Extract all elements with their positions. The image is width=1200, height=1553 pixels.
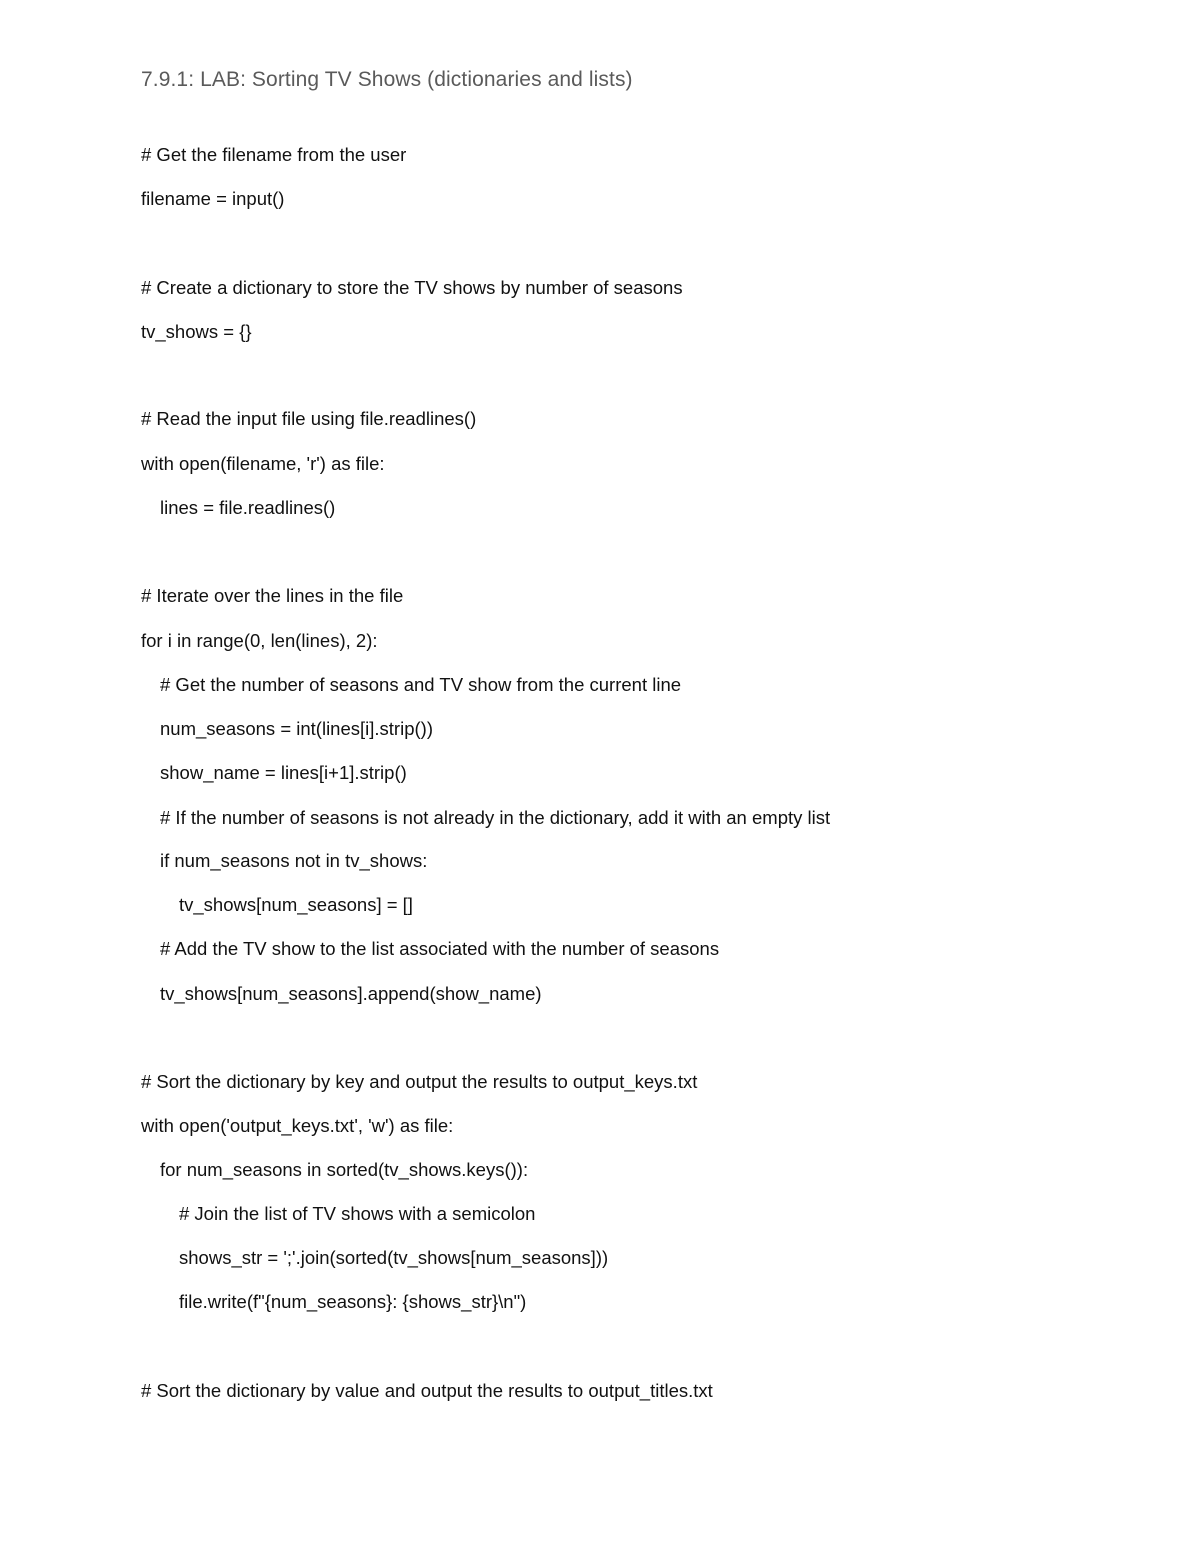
code-comment: # Create a dictionary to store the TV shows by number of seasons	[141, 277, 683, 298]
code-line: tv_shows[num_seasons] = []	[179, 894, 413, 915]
code-line: for num_seasons in sorted(tv_shows.keys()):	[160, 1159, 529, 1180]
code-line: filename = input()	[141, 188, 285, 209]
code-comment: # Sort the dictionary by value and output the results to output_titles.txt	[141, 1380, 713, 1401]
code-line: file.write(f"{num_seasons}: {shows_str}\n")	[179, 1291, 527, 1312]
code-comment: # Get the number of seasons and TV show from the current line	[160, 674, 682, 695]
code-comment: # If the number of seasons is not already in the dictionary, add it with an empty list	[160, 807, 831, 828]
code-line: tv_shows[num_seasons].append(show_name)	[160, 983, 542, 1004]
code-line: shows_str = ';'.join(sorted(tv_shows[num_seasons]))	[179, 1247, 609, 1268]
code-line: num_seasons = int(lines[i].strip())	[160, 718, 433, 739]
document-title: 7.9.1: LAB: Sorting TV Shows (dictionaries and lists)	[141, 68, 633, 91]
code-comment: # Add the TV show to the list associated with the number of seasons	[160, 938, 720, 959]
code-line: with open(filename, 'r') as file:	[141, 453, 385, 474]
code-line: tv_shows = {}	[141, 321, 252, 342]
code-comment: # Join the list of TV shows with a semicolon	[179, 1203, 536, 1224]
code-line: lines = file.readlines()	[160, 497, 336, 518]
code-comment: # Read the input file using file.readlines()	[141, 408, 477, 429]
code-comment: # Get the filename from the user	[141, 144, 407, 165]
code-comment: # Sort the dictionary by key and output the results to output_keys.txt	[141, 1071, 698, 1092]
code-line: for i in range(0, len(lines), 2):	[141, 630, 378, 651]
code-line: with open('output_keys.txt', 'w') as file:	[141, 1115, 454, 1136]
code-comment: # Iterate over the lines in the file	[141, 585, 404, 606]
code-line: if num_seasons not in tv_shows:	[160, 850, 428, 871]
code-line: show_name = lines[i+1].strip()	[160, 762, 407, 783]
